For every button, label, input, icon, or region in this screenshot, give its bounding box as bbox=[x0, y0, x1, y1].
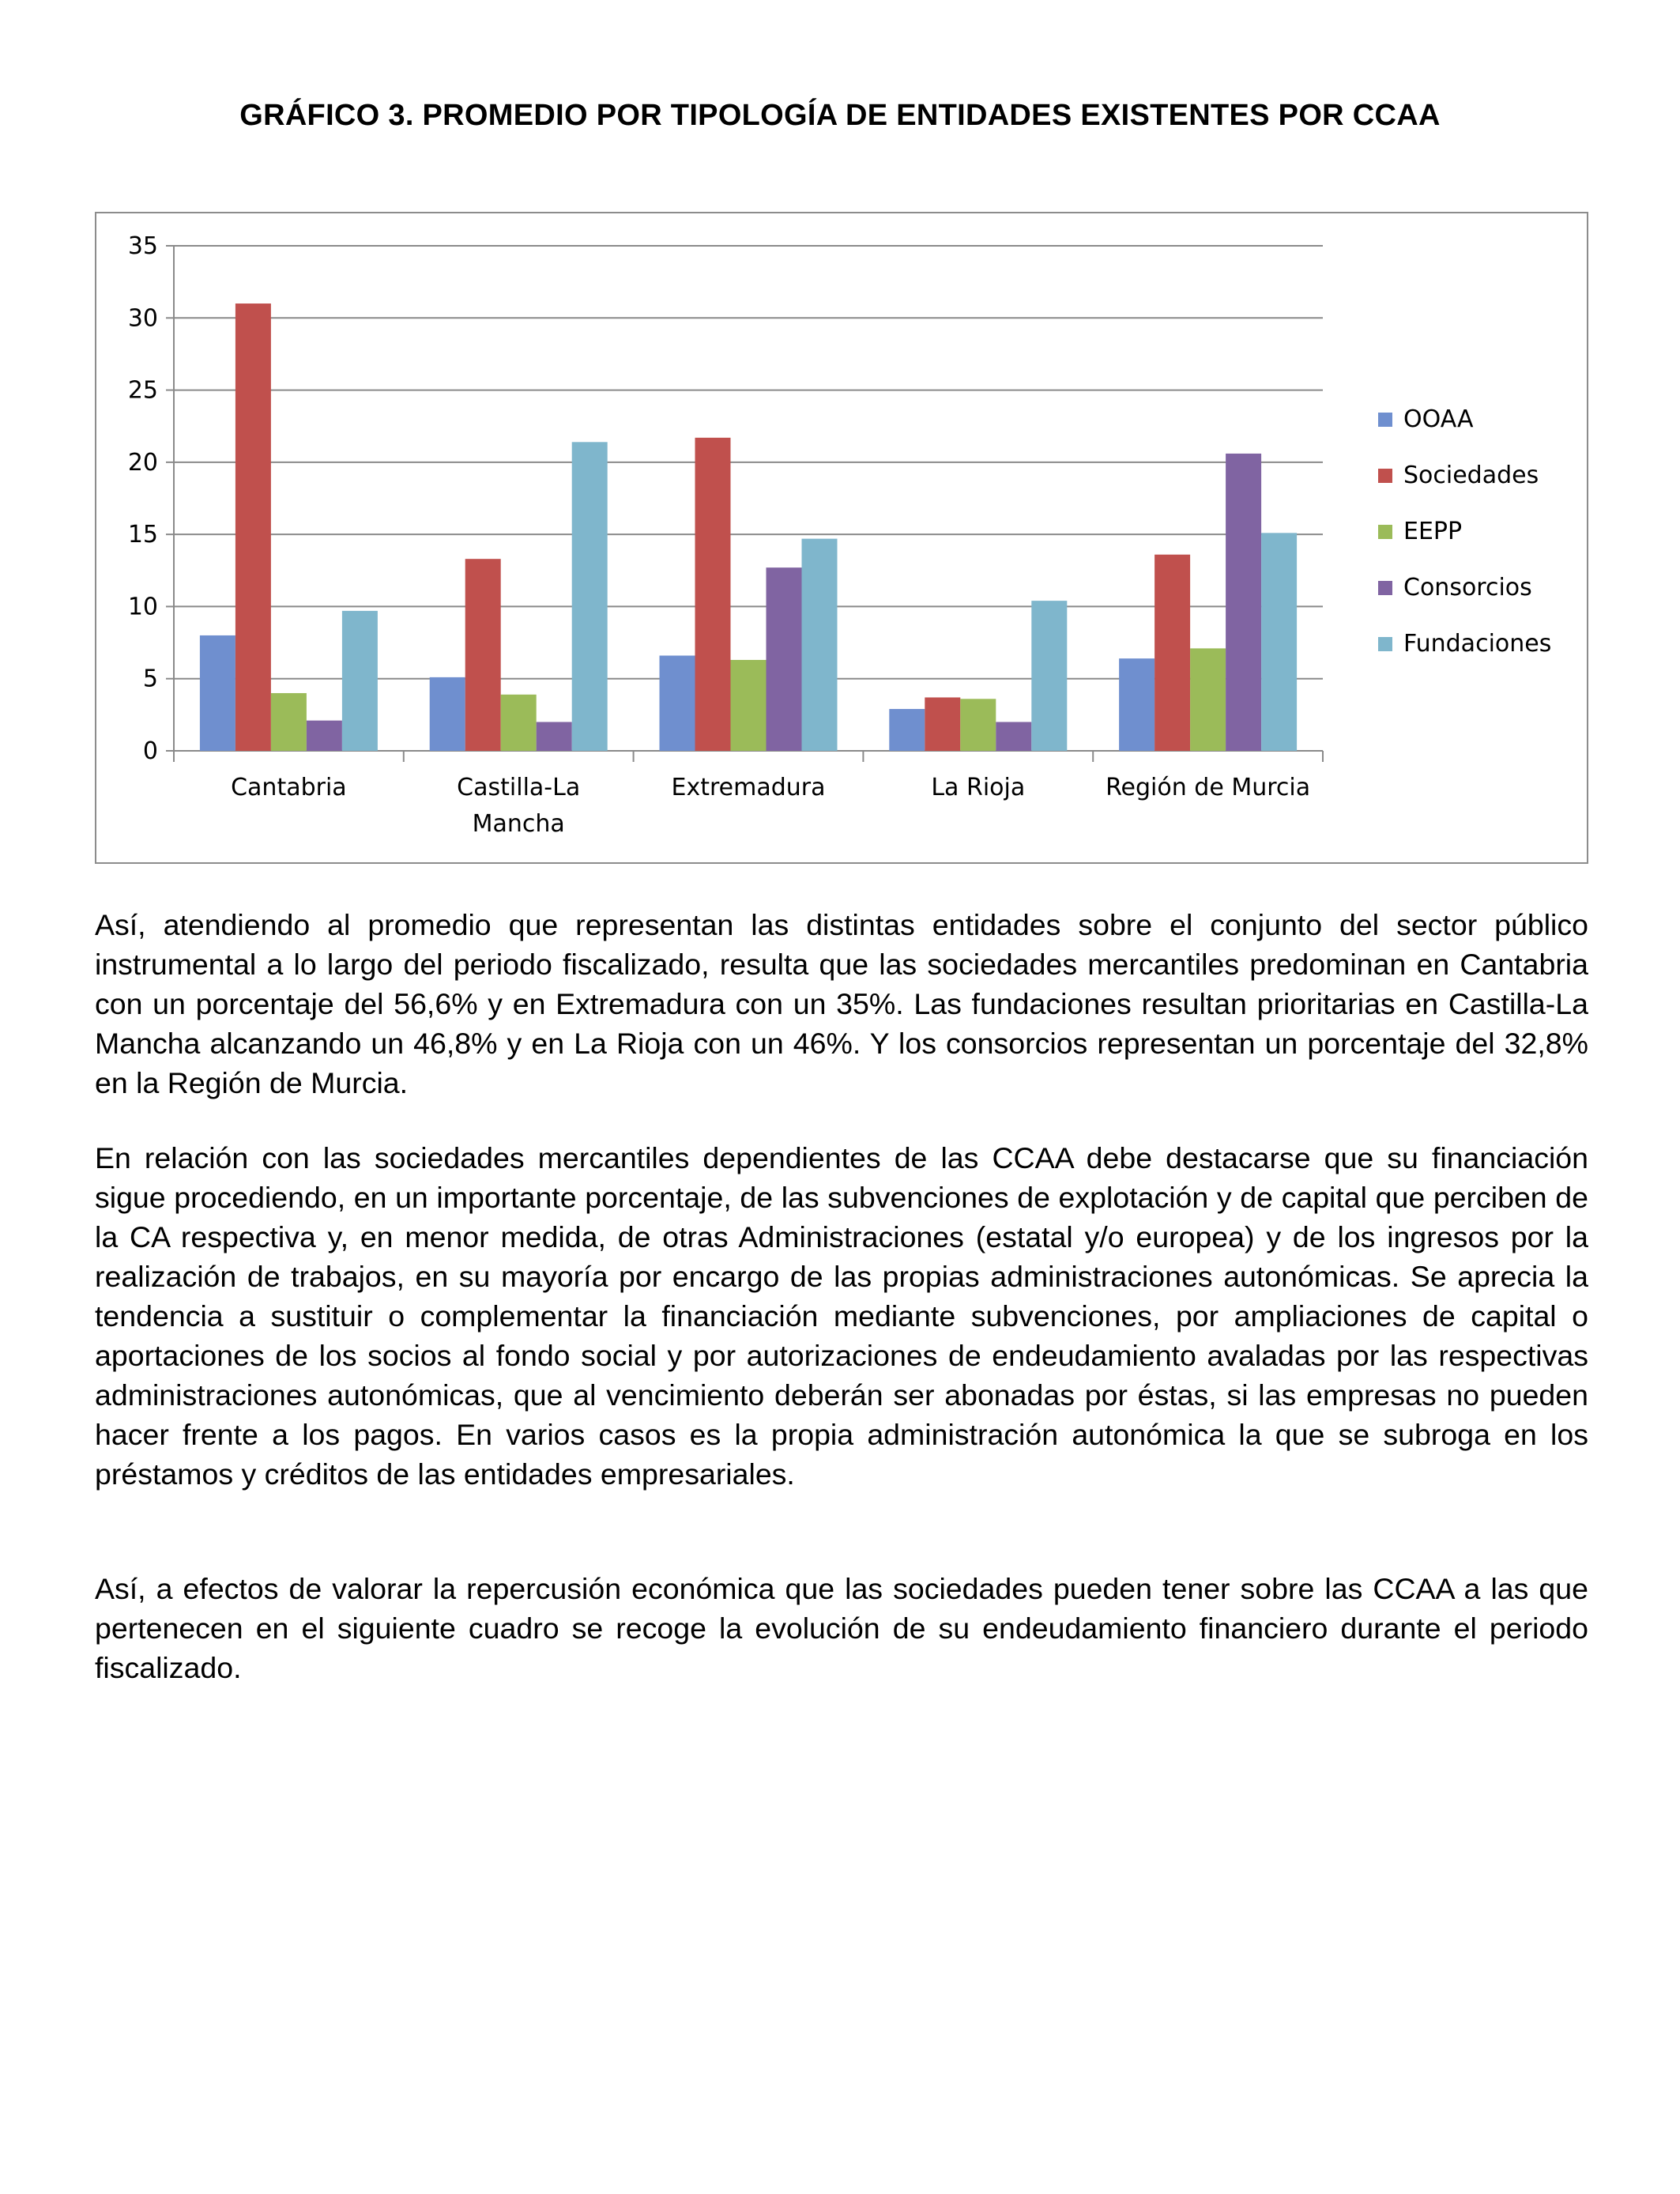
bar-eepp bbox=[271, 693, 307, 751]
bar-ooaa bbox=[1119, 658, 1155, 751]
bar-fundaciones bbox=[342, 611, 378, 751]
paragraph-1: Así, atendiendo al promedio que representan las distintas entidades sobre el conjunto del sector público instrumental a lo largo del periodo fiscalizado, resulta que las sociedades mercantiles predominan en Cantabria con un porcentaje del 56,6% y en Extremadura con un 35%. Las fundaciones resultan prioritarias en Castilla-La Mancha alcanzando un 46,8% y en La Rioja con un 46%. Y los consorcios representan un porcentaje del 32,8% en la Región de Murcia. bbox=[95, 908, 1588, 1099]
legend-swatch bbox=[1378, 469, 1392, 483]
legend-label: Fundaciones bbox=[1403, 630, 1552, 658]
bar-consorcios bbox=[996, 722, 1031, 751]
bar-consorcios bbox=[307, 721, 342, 751]
bar-consorcios bbox=[767, 567, 802, 751]
y-tick-label: 20 bbox=[127, 448, 158, 477]
legend-swatch bbox=[1378, 637, 1392, 651]
bar-eepp bbox=[960, 699, 996, 751]
legend-swatch bbox=[1378, 525, 1392, 539]
legend-label: Sociedades bbox=[1403, 462, 1539, 489]
y-tick-label: 35 bbox=[127, 232, 158, 260]
y-tick-label: 25 bbox=[127, 376, 158, 405]
bar-fundaciones bbox=[1261, 533, 1297, 751]
bar-ooaa bbox=[660, 656, 695, 751]
y-tick-label: 15 bbox=[127, 521, 158, 549]
bar-consorcios bbox=[537, 722, 572, 751]
bar-ooaa bbox=[200, 635, 235, 751]
bar-ooaa bbox=[430, 677, 465, 751]
paragraph-3: Así, a efectos de valorar la repercusión económica que las sociedades pueden tener sobre las CCAA a las que pertenecen en el siguiente cuadro se recoge la evolución de su endeudamiento financiero durante el periodo fiscalizado. bbox=[95, 1572, 1588, 1684]
legend-label: EEPP bbox=[1403, 518, 1463, 545]
legend-label: Consorcios bbox=[1403, 574, 1532, 601]
legend-swatch bbox=[1378, 413, 1392, 427]
chart-title: GRÁFICO 3. PROMEDIO POR TIPOLOGÍA DE ENTIDADES EXISTENTES POR CCAA bbox=[239, 99, 1441, 132]
bar-fundaciones bbox=[572, 442, 608, 751]
bar-consorcios bbox=[1226, 454, 1261, 751]
paragraph-2: En relación con las sociedades mercantiles dependientes de las CCAA debe destacarse que su financiación sigue procediendo, en un importante porcentaje, de las subvenciones de explotación y de capital que perciben de la CA respectiva y, en menor medida, de otras Administraciones (estatal y/o europea) y de los ingresos por la realización de trabajos, en su mayoría por encargo de las propias administraciones autonómicas. Se aprecia la tendencia a sustituir o complementar la financiación mediante subvenciones, por ampliaciones de capital o aportaciones de los socios al fondo social y por autorizaciones de endeudamiento avaladas por las respectivas administraciones autonómicas, que al vencimiento deberán ser abonadas por éstas, si las empresas no pueden hacer frente a los pagos. En varios casos es la propia administración autonómica la que se subroga en los préstamos y créditos de las entidades empresariales. bbox=[95, 1141, 1588, 1491]
bar-eepp bbox=[501, 695, 537, 751]
bar-fundaciones bbox=[802, 539, 838, 751]
bar-sociedades bbox=[1155, 555, 1190, 751]
legend-label: OOAA bbox=[1403, 405, 1474, 433]
bar-chart bbox=[96, 213, 1587, 862]
bar-sociedades bbox=[235, 303, 271, 751]
x-category-label: Extremadura bbox=[671, 774, 826, 801]
bar-sociedades bbox=[925, 697, 960, 751]
bar-ooaa bbox=[889, 709, 925, 751]
y-tick-label: 30 bbox=[127, 304, 158, 333]
chart-frame bbox=[95, 212, 1588, 864]
bar-sociedades bbox=[465, 559, 501, 751]
legend-swatch bbox=[1378, 581, 1392, 595]
x-category-label: Castilla-La bbox=[457, 774, 581, 801]
x-category-label: Mancha bbox=[472, 810, 565, 838]
y-tick-label: 5 bbox=[142, 665, 158, 693]
y-tick-label: 10 bbox=[127, 593, 158, 621]
x-category-label: La Rioja bbox=[931, 774, 1026, 801]
y-tick-label: 0 bbox=[142, 737, 158, 765]
bar-eepp bbox=[731, 660, 767, 751]
x-category-label: Cantabria bbox=[231, 774, 347, 801]
bar-eepp bbox=[1190, 648, 1226, 751]
x-category-label: Región de Murcia bbox=[1106, 774, 1311, 801]
bar-sociedades bbox=[695, 438, 731, 751]
bar-fundaciones bbox=[1031, 601, 1067, 751]
